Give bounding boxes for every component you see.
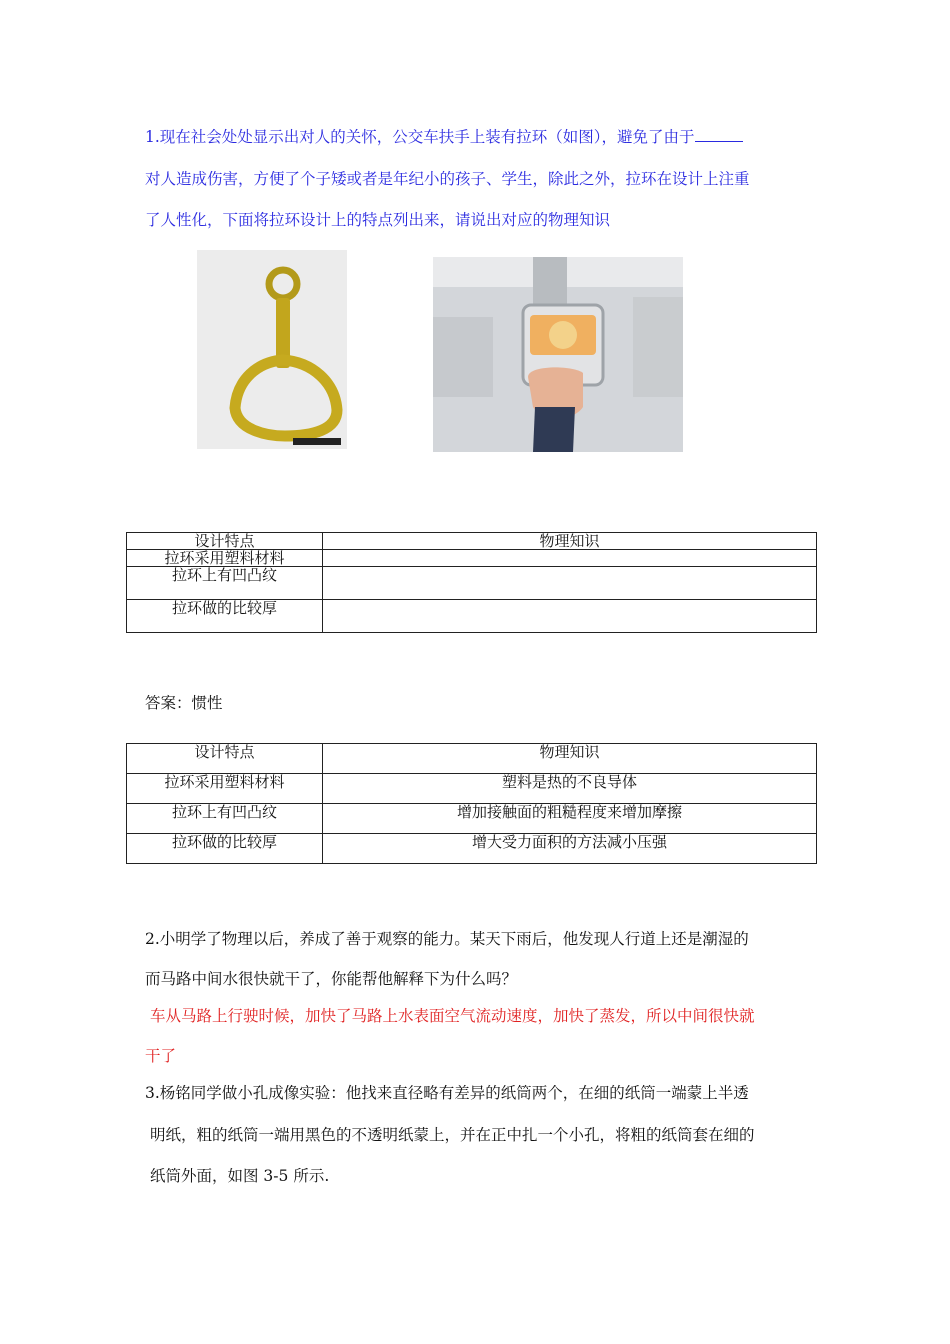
table-cell-physics: 塑料是热的不良导体 (323, 774, 817, 804)
table-header-feature: 设计特点 (127, 533, 323, 550)
table-row (127, 550, 817, 567)
q1-line-1 (145, 127, 743, 147)
design-table-blank (126, 532, 817, 633)
bus-handle-photo (433, 257, 683, 452)
pull-ring-photo (197, 250, 347, 449)
q2-answer-line-1: 车从马路上行驶时候，加快了马路上水表面空气流动速度，加快了蒸发，所以中间很快就 (150, 1007, 755, 1025)
answer-label: 答案：惯性 (145, 694, 223, 712)
q3-line-1: 3.杨铭同学做小孔成像实验：他找来直径略有差异的纸筒两个，在细的纸筒一端蒙上半透 (145, 1084, 749, 1102)
table-cell-feature: 拉环上有凹凸纹 (127, 804, 323, 834)
table-row (127, 567, 817, 600)
table-cell-feature: 拉环做的比较厚 (127, 600, 323, 633)
table-row (127, 774, 817, 804)
table-cell-physics: 增加接触面的粗糙程度来增加摩擦 (323, 804, 817, 834)
table-row (127, 834, 817, 864)
design-table-answer (126, 743, 817, 864)
table-cell-feature: 拉环上有凹凸纹 (127, 567, 323, 600)
table-cell-feature: 拉环做的比较厚 (127, 834, 323, 864)
q1-line-1-text: 1.现在社会处处显示出对人的关怀，公交车扶手上装有拉环（如图），避免了由于 (145, 128, 695, 146)
table-cell-physics (323, 600, 817, 633)
table-cell-physics: 增大受力面积的方法减小压强 (323, 834, 817, 864)
table-cell-physics (323, 550, 817, 567)
table-header-physics: 物理知识 (323, 533, 817, 550)
q3-line-2: 明纸，粗的纸筒一端用黑色的不透明纸蒙上，并在正中扎一个小孔，将粗的纸筒套在细的 (150, 1126, 755, 1144)
table-cell-feature: 拉环采用塑料材料 (127, 550, 323, 567)
table-cell-feature: 拉环采用塑料材料 (127, 774, 323, 804)
q1-answer-blank (695, 127, 743, 142)
q2-line-2: 而马路中间水很快就干了，你能帮他解释下为什么吗？ (145, 970, 518, 988)
table-header-physics: 物理知识 (323, 744, 817, 774)
table-row (127, 804, 817, 834)
q3-line-3: 纸筒外面，如图 3-5 所示. (150, 1167, 330, 1185)
q1-line-3: 了人性化，下面将拉环设计上的特点列出来，请说出对应的物理知识 (145, 211, 611, 229)
table-row (127, 600, 817, 633)
table-header-feature: 设计特点 (127, 744, 323, 774)
q1-line-2: 对人造成伤害，方便了个子矮或者是年纪小的孩子、学生，除此之外，拉环在设计上注重 (145, 170, 750, 188)
table-cell-physics (323, 567, 817, 600)
q2-line-1: 2.小明学了物理以后，养成了善于观察的能力。某天下雨后，他发现人行道上还是潮湿的 (145, 930, 749, 948)
q2-answer-line-2: 干了 (145, 1047, 177, 1065)
